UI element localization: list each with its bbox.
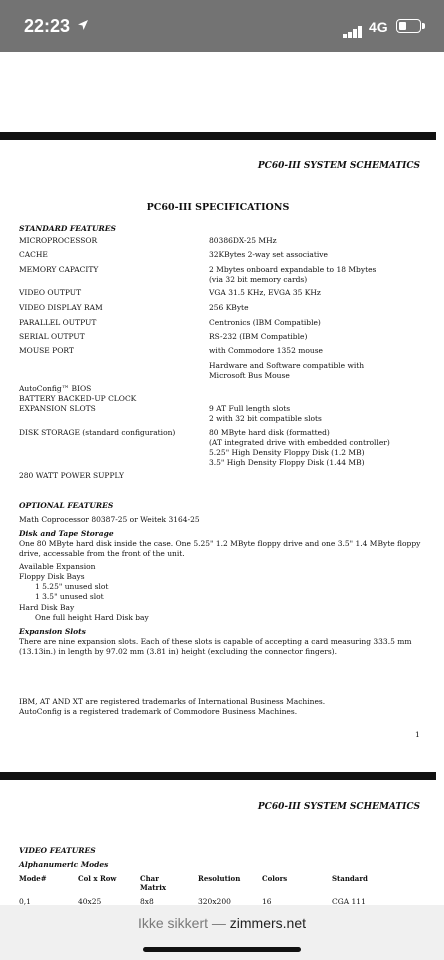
- table-header: Standard: [332, 874, 368, 883]
- spec-value: 80 MByte hard disk (formatted): [209, 428, 330, 437]
- url-domain: zimmers.net: [229, 915, 307, 931]
- table-cell: 8x8: [140, 897, 154, 905]
- spec-value: 2 with 32 bit compatible slots: [209, 414, 322, 423]
- table-header: Col x Row: [78, 874, 117, 883]
- status-bar: [0, 0, 444, 52]
- page-number: 1: [415, 730, 420, 739]
- table-header: Colors: [262, 874, 288, 883]
- spec-label: VIDEO OUTPUT: [19, 288, 82, 297]
- spec-value: 2 Mbytes onboard expandable to 18 Mbytes: [209, 265, 377, 274]
- list-item: One full height Hard Disk bay: [35, 613, 149, 622]
- spec-label: DISK STORAGE (standard configuration): [19, 428, 176, 437]
- feature-item: 280 WATT POWER SUPPLY: [19, 471, 124, 480]
- feature-item: BATTERY BACKED-UP CLOCK: [19, 394, 137, 403]
- subsection-title: Alphanumeric Modes: [19, 860, 109, 869]
- list-item: 1 5.25" unused slot: [35, 582, 109, 591]
- list-item: Floppy Disk Bays: [19, 572, 85, 581]
- document-viewport[interactable]: [0, 52, 444, 905]
- home-indicator[interactable]: [143, 947, 301, 952]
- document-page-2: [0, 780, 436, 905]
- spec-label: SERIAL OUTPUT: [19, 332, 85, 341]
- section-optional-features: OPTIONAL FEATURES: [19, 501, 114, 510]
- list-item: 1 3.5" unused slot: [35, 592, 104, 601]
- spec-label: PARALLEL OUTPUT: [19, 318, 97, 327]
- feature-item: Math Coprocessor 80387-25 or Weitek 3164-25: [19, 515, 200, 524]
- page-divider: [0, 132, 436, 140]
- spec-value: 32KBytes 2-way set associative: [209, 250, 328, 259]
- network-type: 4G: [369, 19, 388, 35]
- spec-value: 9 AT Full length slots: [209, 404, 291, 413]
- table-header: Char: [140, 874, 159, 883]
- list-item: Hard Disk Bay: [19, 603, 75, 612]
- spec-label: MOUSE PORT: [19, 346, 74, 355]
- table-header: Resolution: [198, 874, 241, 883]
- document-page-1: [0, 140, 436, 772]
- battery-low-icon: [396, 19, 421, 33]
- spec-label: EXPANSION SLOTS: [19, 404, 96, 413]
- table-cell: 16: [262, 897, 272, 905]
- spec-value: 3.5" High Density Floppy Disk (1.44 MB): [209, 458, 365, 467]
- paragraph: There are nine expansion slots. Each of these slots is capable of accepting a card measuring 333.5 mm (13.13in.) in length by 97.02 mm (3.81 in) height (excluding the connector fingers).: [19, 637, 412, 656]
- table-cell: 40x25: [78, 897, 102, 905]
- subsection-title: Expansion Slots: [19, 627, 86, 636]
- spec-value: Hardware and Software compatible with: [209, 361, 365, 370]
- table-cell: 0,1: [19, 897, 31, 905]
- spec-value: (AT integrated drive with embedded controller): [209, 438, 390, 447]
- table-cell: 320x200: [198, 897, 231, 905]
- page-title: PC60-III SPECIFICATIONS: [146, 202, 290, 213]
- spec-value: 5.25" High Density Floppy Disk (1.2 MB): [209, 448, 365, 457]
- section-standard-features: STANDARD FEATURES: [19, 224, 116, 233]
- table-cell: CGA 111: [332, 897, 366, 905]
- scroll-gutter: [436, 52, 444, 905]
- security-label: Ikke sikkert —: [137, 915, 230, 931]
- spec-value: 80386DX-25 MHz: [209, 236, 277, 245]
- signal-bars-icon: [343, 20, 363, 38]
- page-divider: [0, 772, 436, 780]
- spec-label: MEMORY CAPACITY: [19, 265, 99, 274]
- status-time: 22:23: [24, 16, 71, 36]
- subsection-title: Disk and Tape Storage: [19, 529, 114, 538]
- spec-label: CACHE: [19, 250, 48, 259]
- list-item: Available Expansion: [19, 562, 96, 571]
- page-header: PC60-III SYSTEM SCHEMATICS: [257, 161, 420, 171]
- trademark-note: IBM, AT AND XT are registered trademarks of International Business Machines.: [19, 697, 326, 706]
- paragraph: One 80 MByte hard disk inside the case. One 5.25" 1.2 MByte floppy drive and one 3.5" 1.4 MByte floppy drive, accessable from the front of the unit.: [19, 539, 421, 558]
- trademark-note: AutoConfig is a registered trademark of Commodore Business Machines.: [19, 707, 298, 716]
- spec-value: (via 32 bit memory cards): [209, 275, 308, 284]
- section-video-features: VIDEO FEATURES: [19, 846, 96, 855]
- spec-value: with Commodore 1352 mouse: [209, 346, 323, 355]
- spec-value: VGA 31.5 KHz, EVGA 35 KHz: [209, 288, 321, 297]
- spec-value: 256 KByte: [209, 303, 249, 312]
- table-header: Mode#: [19, 874, 47, 883]
- spec-value: Centronics (IBM Compatible): [209, 318, 321, 327]
- spec-label: VIDEO DISPLAY RAM: [19, 303, 103, 312]
- spec-value: Microsoft Bus Mouse: [209, 371, 290, 380]
- url-display[interactable]: [0, 915, 444, 931]
- browser-url-bar[interactable]: [0, 905, 444, 960]
- feature-item: AutoConfig™ BIOS: [19, 384, 92, 393]
- spec-label: MICROPROCESSOR: [19, 236, 98, 245]
- spec-value: RS-232 (IBM Compatible): [209, 332, 308, 341]
- location-arrow-icon: [77, 19, 89, 31]
- page-header: PC60-III SYSTEM SCHEMATICS: [257, 802, 420, 812]
- table-header: Matrix: [140, 883, 167, 892]
